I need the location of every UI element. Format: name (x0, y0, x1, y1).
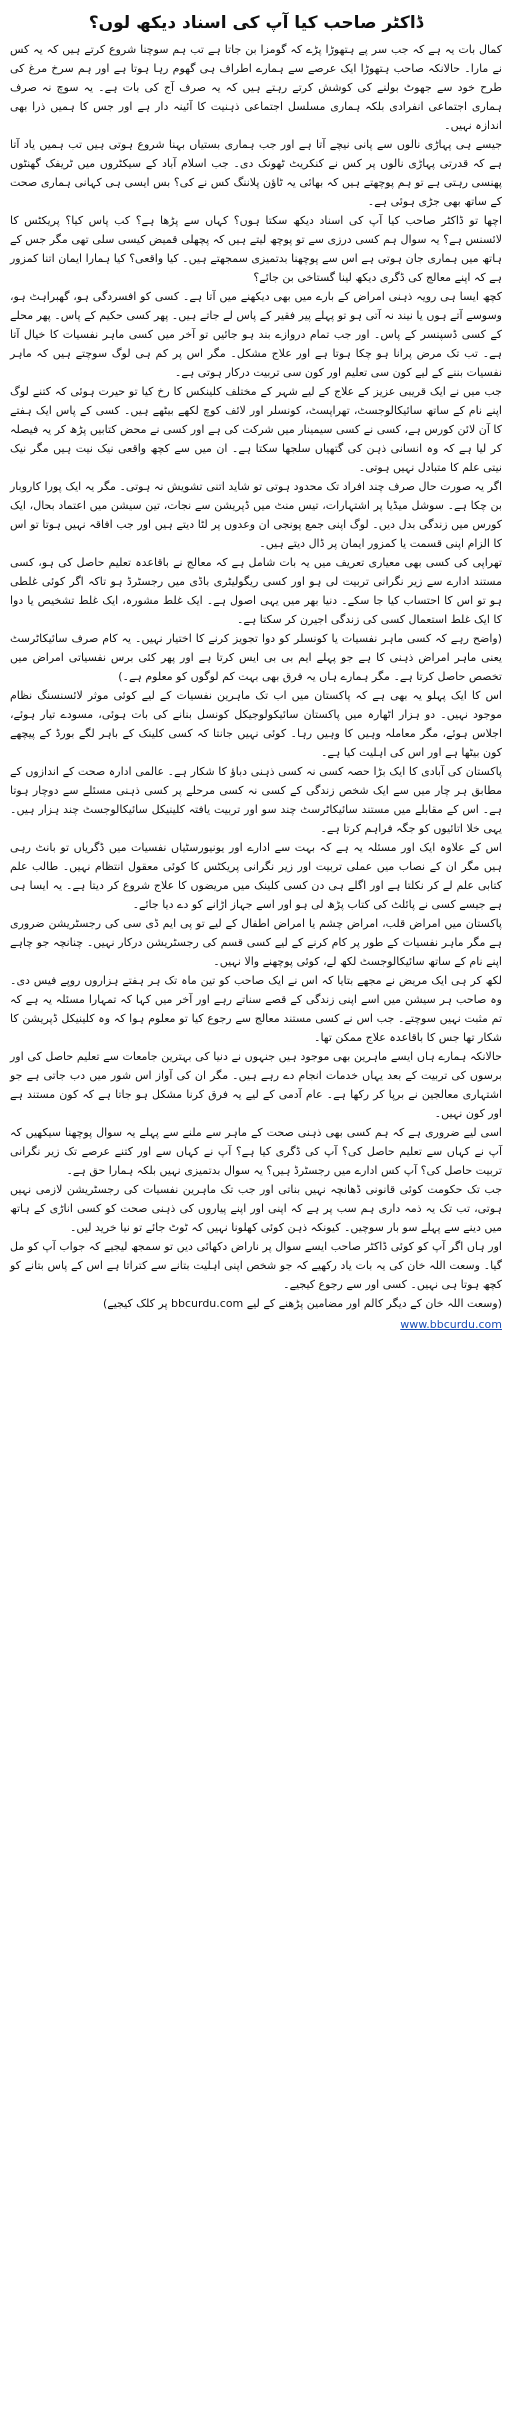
article-paragraph: پاکستان کی آبادی کا ایک بڑا حصہ کسی نہ کسی ذہنی دباؤ کا شکار ہے۔ عالمی ادارہ صحت کے اندازوں کے مطابق ہر چار میں سے ایک شخص زندگی کے کسی نہ کسی مرحلے پر کسی ذہنی مسئلے سے دوچار ہوتا ہے۔ اس کے مقابلے میں مستند سائیکاٹرسٹ چند سو اور تربیت یافتہ کلینیکل سائیکالوجسٹ چند ہزار ہیں۔ یہی خلا اتائیوں کو جگہ فراہم کرتا ہے۔ (10, 765, 502, 835)
article-body (10, 40, 502, 1294)
article-paragraph: اسی لیے ضروری ہے کہ ہم کسی بھی ذہنی صحت کے ماہر سے ملنے سے پہلے یہ سوال پوچھنا سیکھیں کہ آپ نے کہاں سے تعلیم حاصل کی؟ آپ کی ڈگری کیا ہے؟ آپ نے کہاں سے اور کتنے عرصے تک زیر نگرانی تربیت حاصل کی؟ آپ کس ادارے میں رجسٹرڈ ہیں؟ یہ سوال بدتمیزی نہیں بلکہ ہمارا حق ہے۔ (10, 1126, 502, 1177)
article-title: ڈاکٹر صاحب کیا آپ کی اسناد دیکھ لوں؟ (88, 13, 424, 33)
author-signature: (وسعت اللہ خان کے دیگر کالم اور مضامین پڑھنے کے لیے bbcurdu.com پر کلک کیجیے) (102, 1297, 502, 1310)
article-footer (10, 1315, 502, 1334)
footer-link[interactable]: www.bbcurdu.com (400, 1318, 502, 1331)
article-paragraph: کمال بات یہ ہے کہ جب سر پے ہتھوڑا پڑے کہ گومزا بن جاتا ہے تب ہم سوچنا شروع کرتے ہیں کہ یہ کس نے مارا۔ حالانکہ صاحب ہتھوڑا ایک عرصے سے ہمارے اطراف ہی گھوم رہا ہوتا ہے اور ہم سرخ مرغ کی طرح خود سے جھوٹ بولنے کی کوشش کرتے رہتے ہیں کہ یہ صرف آج کی بات ہے۔ یہ سوچ نہ صرف ہماری اجتماعی انفرادی بلکہ ہماری مسلسل اجتماعی ذہنیت کا آئینہ دار ہے اور جس کا ہمیں ذرا بھی اندازہ نہیں۔ (10, 43, 502, 132)
article-paragraph: جب تک حکومت کوئی قانونی ڈھانچہ نہیں بناتی اور جب تک ماہرین نفسیات کی رجسٹریشن لازمی نہیں ہوتی، تب تک یہ ذمہ داری ہم سب پر ہے کہ اپنی اور اپنے پیاروں کی ذہنی صحت کو کسی اناڑی کے ہاتھ میں دینے سے پہلے سو بار سوچیں۔ کیونکہ ذہن کوئی کھلونا نہیں کہ ٹوٹ جائے تو نیا خرید لیں۔ (10, 1183, 502, 1234)
article-paragraph: اس کے علاوہ ایک اور مسئلہ یہ ہے کہ بہت سے ادارے اور یونیورسٹیاں نفسیات میں ڈگریاں تو بانٹ رہی ہیں مگر ان کے نصاب میں عملی تربیت اور زیر نگرانی پریکٹس کا کوئی معقول انتظام نہیں۔ طالب علم کتابی علم لے کر نکلتا ہے اور اگلے ہی دن کسی کلینک میں مریضوں کا علاج شروع کر دیتا ہے۔ یہ ایسا ہی ہے جیسے کسی نے پائلٹ کی کتاب پڑھ لی ہو اور اسے جہاز اڑانے کو دے دیا جائے۔ (10, 841, 502, 911)
article-paragraph: جیسے ہی پہاڑی نالوں سے پانی نیچے آتا ہے اور جب ہماری بستیاں بہنا شروع ہوتی ہیں تب ہمیں یاد آتا ہے کہ قدرتی پہاڑی نالوں پر کس نے کنکریٹ ٹھونک دی۔ جب اسلام آباد کے سیکٹروں میں ٹریفک گھنٹوں پھنسی رہتی ہے تو ہم پوچھتے ہیں کہ بھائی یہ ٹاؤن پلاننگ کس نے کی؟ بس ایسی ہی کہانی ہماری صحت کے ساتھ بھی جڑی ہوئی ہے۔ (10, 138, 502, 208)
article-paragraph: کچھ ایسا ہی رویہ ذہنی امراض کے بارے میں بھی دیکھنے میں آتا ہے۔ کسی کو افسردگی ہو، گھبراہٹ ہو، وسوسے آتے ہوں یا نیند نہ آتی ہو تو پہلے پیر فقیر کے پاس لے جاتے ہیں۔ پھر کسی حکیم کے پاس۔ پھر محلے کے کسی ڈسپنسر کے پاس۔ اور جب تمام دروازے بند ہو جائیں تو آخر میں کسی ماہر نفسیات کا خیال آتا ہے۔ تب تک مرض پرانا ہو چکا ہوتا ہے اور علاج مشکل۔ مگر اس پر کم ہی لوگ سوچتے ہیں کہ ماہر نفسیات بننے کے لیے کون سی تعلیم اور کون سی تربیت درکار ہوتی ہے۔ (10, 290, 502, 379)
article-paragraph: اگر یہ صورت حال صرف چند افراد تک محدود ہوتی تو شاید اتنی تشویش نہ ہوتی۔ مگر یہ ایک پورا کاروبار بن چکا ہے۔ سوشل میڈیا پر اشتہارات، تیس منٹ میں ڈپریشن سے نجات، تین سیشن میں اعتماد بحال، ایک کورس میں زندگی بدل دیں۔ لوگ اپنی جمع پونجی ان وعدوں پر لٹا دیتے ہیں اور جب افاقہ نہیں ہوتا تو اس کا الزام اپنی قسمت یا کمزور ایمان پر ڈال دیتے ہیں۔ (10, 480, 502, 550)
article-paragraph: اچھا تو ڈاکٹر صاحب کیا آپ کی اسناد دیکھ سکتا ہوں؟ کہاں سے پڑھا ہے؟ کب پاس کیا؟ پریکٹس کا لائسنس ہے؟ یہ سوال ہم کسی درزی سے تو پوچھ لیتے ہیں کہ پچھلی قمیض کیسی سلی تھی مگر جس کے ہاتھ میں ہماری جان ہوتی ہے اس سے پوچھنا بدتمیزی سمجھتے ہیں۔ کیا واقعی؟ کیا ہمارا ایمان اتنا کمزور ہے کہ اپنے معالج کی ڈگری دیکھ لینا گستاخی بن جائے؟ (10, 214, 502, 284)
article-paragraph: حالانکہ ہمارے ہاں ایسے ماہرین بھی موجود ہیں جنہوں نے دنیا کی بہترین جامعات سے تعلیم حاصل کی اور برسوں کی تربیت کے بعد یہاں خدمات انجام دے رہے ہیں۔ مگر ان کی آواز اس شور میں دب جاتی ہے جو اشتہاری معالجین نے برپا کر رکھا ہے۔ عام آدمی کے لیے یہ فرق کرنا مشکل ہو جاتا ہے کہ کون مستند ہے اور کون نہیں۔ (10, 1050, 502, 1120)
article-paragraph: اس کا ایک پہلو یہ بھی ہے کہ پاکستان میں اب تک ماہرین نفسیات کے لیے کوئی موثر لائسنسنگ نظام موجود نہیں۔ دو ہزار اٹھارہ میں پاکستان سائیکولوجیکل کونسل بنانے کی بات ہوئی، مسودے تیار ہوئے، اجلاس ہوئے، مگر معاملہ وہیں کا وہیں رہا۔ کوئی نہیں جانتا کہ کسی کلینک کے باہر لگے بورڈ کے پیچھے کون بیٹھا ہے اور اس کی اہلیت کیا ہے۔ (10, 689, 502, 759)
article-paragraph: لکھ کر ہی ایک مریض نے مجھے بتایا کہ اس نے ایک صاحب کو تین ماہ تک ہر ہفتے ہزاروں روپے فیس دی۔ وہ صاحب ہر سیشن میں اسے اپنی زندگی کے قصے سناتے رہے اور آخر میں کہا کہ تمہارا مسئلہ یہ ہے کہ تم مثبت نہیں سوچتے۔ جب اس نے کسی مستند معالج سے رجوع کیا تو معلوم ہوا کہ وہ کلینیکل ڈپریشن کا شکار تھا جس کا باقاعدہ علاج ممکن تھا۔ (10, 974, 502, 1044)
article-paragraph: تھراپی کی کسی بھی معیاری تعریف میں یہ بات شامل ہے کہ معالج نے باقاعدہ تعلیم حاصل کی ہو، کسی مستند ادارے سے زیر نگرانی تربیت لی ہو اور کسی ریگولیٹری باڈی میں رجسٹرڈ ہو تاکہ اگر کوئی غلطی ہو تو اس کا احتساب کیا جا سکے۔ دنیا بھر میں یہی اصول ہے۔ ایک غلط مشورہ، ایک غلط تشخیص یا دوا کا ایک غلط استعمال کسی کی زندگی اجیرن کر سکتا ہے۔ (10, 556, 502, 626)
article-paragraph: اور ہاں اگر آپ کو کوئی ڈاکٹر صاحب ایسے سوال پر ناراض دکھائی دیں تو سمجھ لیجیے کہ جواب آپ کو مل گیا۔ وسعت اللہ خان کی یہ بات یاد رکھیے کہ جو شخص اپنی اہلیت بتانے سے کتراتا ہے اس کے پاس بتانے کو کچھ ہوتا ہی نہیں۔ کسی اور سے رجوع کیجیے۔ (10, 1240, 502, 1291)
article-paragraph: پاکستان میں امراض قلب، امراض چشم یا امراض اطفال کے لیے تو پی ایم ڈی سی کی رجسٹریشن ضروری ہے مگر ماہر نفسیات کے طور پر کام کرنے کے لیے کسی قسم کی رجسٹریشن درکار نہیں۔ چنانچہ جو چاہے اپنے نام کے ساتھ سائیکالوجسٹ لکھ لے، کوئی پوچھنے والا نہیں۔ (10, 917, 502, 968)
article-paragraph: (واضح رہے کہ کسی ماہر نفسیات یا کونسلر کو دوا تجویز کرنے کا اختیار نہیں۔ یہ کام صرف سائیکاٹرسٹ یعنی ماہر امراض ذہنی کا ہے جو پہلے ایم بی بی ایس کرتا ہے اور پھر کئی برس نفسیاتی امراض میں تخصص حاصل کرتا ہے۔ مگر ہمارے ہاں یہ فرق بھی بہت کم لوگوں کو معلوم ہے۔) (10, 632, 502, 683)
article-paragraph: جب میں نے ایک قریبی عزیز کے علاج کے لیے شہر کے مختلف کلینکس کا رخ کیا تو حیرت ہوئی کہ کتنے لوگ اپنے نام کے ساتھ سائیکالوجسٹ، تھراپسٹ، کونسلر اور لائف کوچ لکھے بیٹھے ہیں۔ کسی کے پاس ایک ہفتے کا آن لائن کورس ہے، کسی نے کسی سیمینار میں شرکت کی ہے اور کسی نے محض کتابیں پڑھ کر یہ فیصلہ کر لیا ہے کہ وہ انسانی ذہن کی گتھیاں سلجھا سکتا ہے۔ ان میں سے کچھ واقعی نیک نیت ہیں مگر نیک نیتی علم کا متبادل نہیں ہوتی۔ (10, 385, 502, 474)
